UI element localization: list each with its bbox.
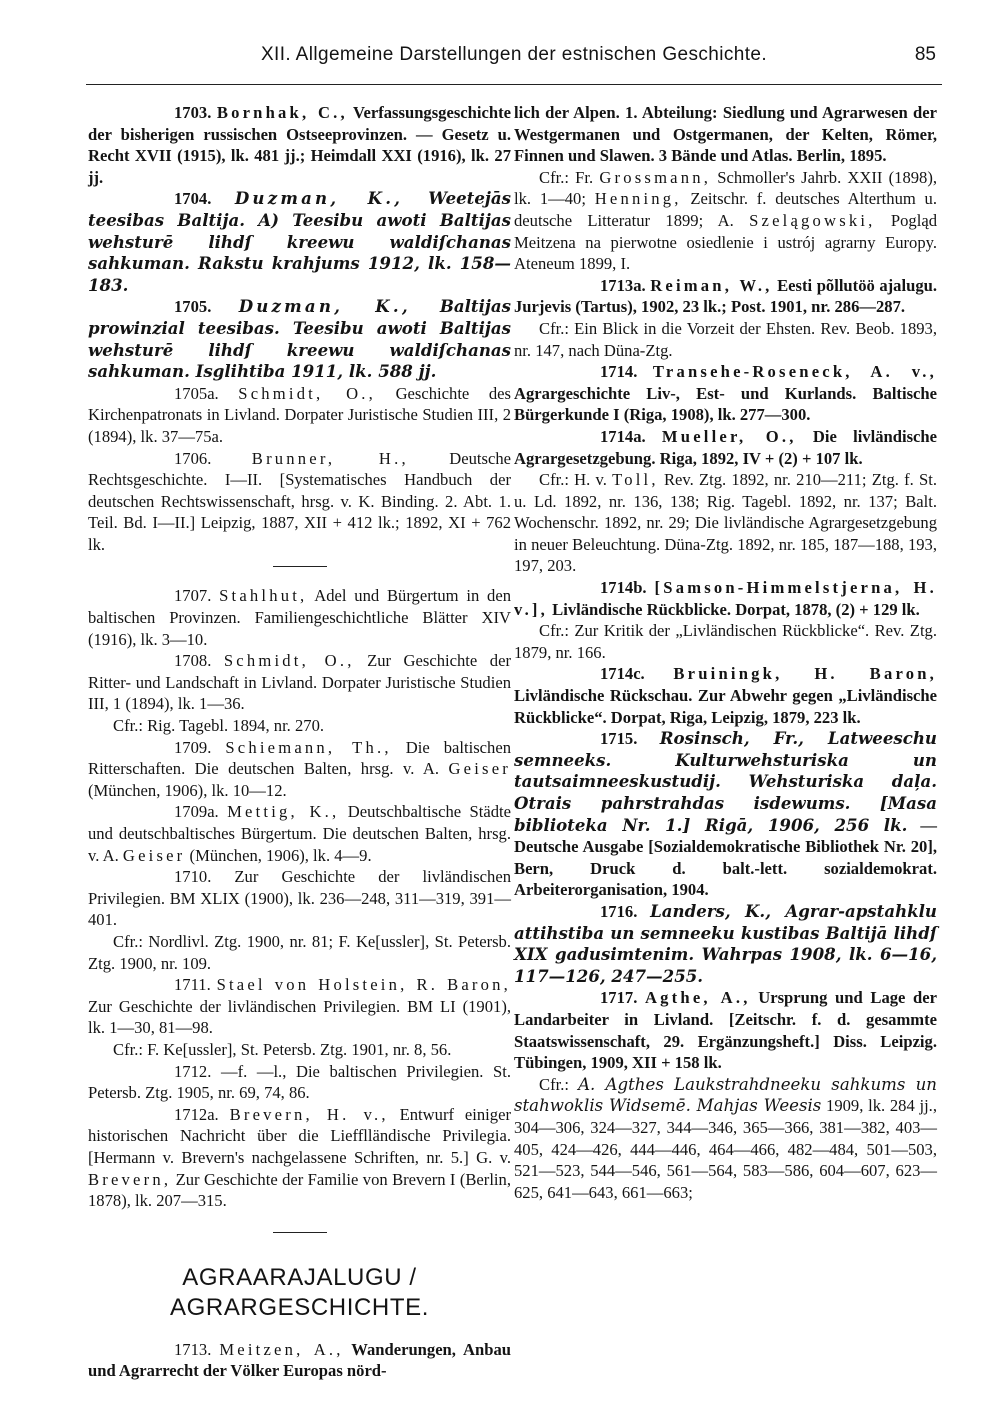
entry-1712	[88, 1061, 511, 1104]
entry-author: Bruiningk, H. Baron,	[673, 664, 937, 684]
entry-number: 1705.	[174, 297, 212, 317]
entry-author: Agthe, A.,	[645, 988, 751, 1008]
entry-author: Reiman, W.,	[650, 275, 773, 295]
entry-author: Schmidt, O.,	[238, 383, 376, 403]
entry-1717	[514, 987, 937, 1073]
entry-author: Stael von Holstein, R. Baron,	[216, 975, 511, 995]
entry-1705a	[88, 383, 511, 448]
entry-1713a	[514, 275, 937, 318]
cfr-fraktur-text: A. Agthes Laukstrahdneeku sahkums un stahwoklis Widsemē. Mahjas Weesis	[514, 1074, 937, 1116]
entry-number: 1709.	[174, 737, 212, 757]
entry-1711-cfr: Cfr.: F. Ke[ussler], St. Petersb. Ztg. 1901, nr. 8, 56.	[113, 1039, 452, 1059]
entry-text: Livländische Rückblicke. Dorpat, 1878, (2) + 129 lk.	[548, 599, 920, 619]
page-number: 85	[914, 44, 936, 65]
entry-author: Schiemann, Th.,	[225, 737, 392, 757]
entry-author: Mettig, K.,	[227, 802, 340, 822]
entry-1706	[88, 448, 511, 556]
entry-number: 1707.	[174, 586, 212, 606]
entry-text: Geschichte des Kirchenpatronats in Livland. Dorpater Juristische Studien III, 2 (1894), lk. 37—75a.	[88, 383, 511, 446]
entry-text: Livländische Rückschau. Zur Abwehr gegen „Livländische Rückblicke“. Dorpat, Riga, Leipzig, 1879, 223 lk.	[514, 686, 937, 727]
cfr-text: Cfr.:	[539, 1074, 579, 1094]
entry-1713-continued	[514, 102, 937, 167]
entry-author: Meitzen, A.,	[219, 1339, 344, 1359]
entry-author: [Samson-Himmelstjerna, H. v.],	[514, 578, 937, 619]
entry-fraktur-text: Rosinsch, Fr., Latweeschu semneeks. Kulturwehsturiska un tautsaimneeskustudij. Wehsturiska daļa. Otrais pahrstrahdas isdewums. [Masa biblioteka Nr. 1.] Rigā, 1906, 256 lk.	[514, 728, 937, 835]
entry-number: 1709a.	[174, 802, 219, 822]
entry-text: Zur Geschichte der livländischen Privilegien. BM XLIX (1900), lk. 236—248, 311—319, 391—401.	[88, 867, 511, 930]
entry-text: Zur Geschichte der Ritter- und Landschaft in Livland. Dorpater Juristische Studien III, 1 (1894), lk. 1—36.	[88, 651, 511, 714]
running-header	[86, 34, 942, 85]
entry-number: 1714c.	[600, 664, 645, 684]
entry-text: Adel und Bürgertum in den baltischen Provinzen. Familiengeschichtliche Blätter XIV (1916), lk. 3—10.	[88, 586, 511, 649]
cfr-text: 1909, lk. 284 jj., 304—306, 324—327, 344—346, 365—366, 381—382, 403—405, 424—426, 444—446, 464—466, 482—484, 501—503, 521—523, 544—546, 561—564, 583—586, 604—607, 623—625, 641—643, 661—663;	[514, 1096, 937, 1202]
entry-text: Weetejās teesibas Baltija. A) Teesibu awoti Baltijas wehsturē lihdſ kreewu waldiſchanas sahkuman. Rakstu krahjums 1912, lk. 158—183.	[88, 188, 512, 295]
separator-rule	[273, 1232, 327, 1233]
entry-1709	[88, 737, 511, 802]
entry-number: 1713.	[174, 1339, 212, 1359]
entry-1717-cfr	[514, 1074, 937, 1204]
entry-number: 1716.	[600, 901, 638, 921]
entry-1713-cfr	[514, 167, 937, 275]
entry-text: Die baltischen Ritterschaften. Die deutschen Balten, hrsg. v. A.	[88, 737, 511, 779]
entry-1714a-cfr	[514, 469, 937, 577]
entry-number: 1712.	[174, 1061, 212, 1081]
cfr-text: Cfr.: H. v.	[539, 470, 613, 490]
entry-number: 1711.	[174, 975, 211, 995]
cited-author: Szelągowski,	[749, 210, 876, 230]
entry-text: Deutsche Rechtsgeschichte. I—II. [Systematisches Handbuch der deutschen Rechtswissenschaft, hrsg. v. K. Binding. 2. Abt. 1. Teil. Bd. I—II.] Leipzig, 1887, XII + 412 lk.; 1892, XI + 762 lk.	[88, 448, 511, 554]
entry-1707	[88, 585, 511, 650]
entry-text: Ursprung und Lage der Landarbeiter in Livland. [Zeitschr. f. d. gesammte Staatswissenschaft, 29. Ergänzungsheft.] Diss. Leipzig. Tübingen, 1909, XII + 158 lk.	[514, 988, 938, 1073]
entry-1710	[88, 866, 511, 931]
entry-1712a	[88, 1104, 511, 1212]
entry-number: 1703.	[174, 103, 212, 122]
entry-text: Wanderungen, Anbau und Agrarrecht der Völker Europas nörd-	[88, 1339, 511, 1381]
entry-author: Stahlhut,	[219, 586, 308, 606]
entry-1711	[88, 974, 511, 1039]
entry-number: 1714b.	[600, 578, 647, 598]
cfr-text: Schmoller's Jahrb. XXII (1898), lk. 1—40;	[514, 167, 938, 209]
entry-number: 1704.	[174, 189, 212, 209]
entry-author: Brevern,	[88, 1169, 172, 1189]
entry-text: Baltijas prowinzial teesibas. Teesibu awoti Baltijas wehsturē lihdſ kreewu waldiſchanas sahkuman. Isglihtiba 1911, lk. 588 jj.	[88, 296, 511, 382]
entry-author: Brunner, H.,	[251, 448, 409, 468]
entry-text: — Deutsche Ausgabe [Sozialdemokratische Bibliothek Nr. 20], Bern, Druck d. balt.-lett. sozialdemokrat. Arbeiterorganisation, 1904.	[514, 815, 938, 900]
cfr-text: Zeitschr. f. deutsches Alterthum u. deutsche Litteratur 1899; A.	[514, 189, 937, 230]
entry-1708-cfr: Cfr.: Rig. Tagebl. 1894, nr. 270.	[113, 716, 325, 736]
entry-author: Brevern, H. v.,	[229, 1104, 389, 1124]
editor-name: Geiser	[448, 759, 511, 779]
entry-text: (München, 1906), lk. 4—9.	[185, 845, 372, 865]
left-column	[88, 102, 511, 1382]
entry-number: 1710.	[174, 867, 212, 887]
entry-number: 1714.	[600, 362, 638, 382]
cited-author: Toll,	[612, 470, 659, 490]
entry-text: Zur Geschichte der Familie von Brevern I (Berlin, 1878), lk. 207—315.	[88, 1169, 511, 1211]
entry-number: 1715.	[600, 729, 638, 749]
entry-fraktur-text: Landers, K., Agrar-apstahklu attihstiba un semneeku kustibas Baltijā lihdſ XIX gadusimtenim. Wahrpas 1908, lk. 6—16, 117—126, 247—255.	[514, 900, 937, 986]
entry-1713	[88, 1339, 511, 1382]
cited-author: Henning,	[594, 189, 682, 209]
chapter-title: XII. Allgemeine Darstellungen der estnischen Geschichte.	[260, 44, 768, 65]
cfr-text: Cfr.: Fr.	[539, 167, 600, 187]
entry-1714b-cfr: Cfr.: Zur Kritik der „Livländischen Rückblicke“. Rev. Ztg. 1879, nr. 166.	[514, 621, 937, 662]
cfr-text: Rev. Ztg. 1892, nr. 210—211; Ztg. f. St. u. Ld. 1892, nr. 136, 138; Rig. Tagebl. 1892, nr. 137; Balt. Wochenschr. 1892, nr. 29; Die livländische Agrargesetzgebung in neuer Beleuchtung. Düna-Ztg. 1892, nr. 185, 187—188, 193, 197, 203.	[514, 470, 937, 576]
entry-number: 1713a.	[600, 275, 646, 295]
entry-1704	[88, 188, 511, 296]
entry-1708	[88, 650, 511, 715]
entry-text: Die livländische Agrargesetzgebung. Riga, 1892, IV + (2) + 107 lk.	[514, 426, 937, 468]
entry-author: Bornhak, C.,	[216, 103, 348, 122]
right-column	[514, 102, 937, 1203]
entry-author: Schmidt, O.,	[223, 651, 355, 671]
entry-text: Agrargeschichte Liv-, Est- und Kurlands. Baltische Bürgerkunde I (Riga, 1908), lk. 277—300.	[514, 383, 937, 425]
entry-1714a	[514, 426, 937, 469]
entry-text: Eesti põllutöö ajalugu. Jurjevis (Tartus), 1902, 23 lk.; Post. 1901, nr. 286—287.	[514, 275, 937, 317]
entry-text: (München, 1906), lk. 10—12.	[88, 780, 287, 800]
entry-author: Duzman, K.,	[234, 188, 404, 209]
entry-1715	[514, 728, 937, 901]
cfr-text: Pogląd Meitzena na pierwotne osiedlenie i ustrój agrarny Europy. Ateneum 1899, I.	[514, 210, 937, 274]
entry-number: 1717.	[600, 988, 638, 1008]
entry-text: lich der Alpen. 1. Abteilung: Siedlung und Agrarwesen der Westgermanen und Ostgermanen, der Kelten, Römer, Finnen und Slawen. 3 Bände und Atlas. Berlin, 1895.	[514, 103, 937, 166]
entry-1710-cfr: Cfr.: Nordlivl. Ztg. 1900, nr. 81; F. Ke[ussler], St. Petersb. Ztg. 1900, nr. 109.	[88, 931, 511, 973]
entry-author: Duzman, K.,	[238, 296, 411, 317]
entry-text: Deutschbaltische Städte und deutschbaltisches Bürgertum. Die deutschen Balten, hrsg. v. A.	[88, 802, 511, 865]
entry-text: Entwurf einiger historischen Nachricht über die Liefflländische Privilegia. [Hermann v. Brevern's nachgelassene Schriften, nr. 5.] G. v.	[88, 1104, 511, 1167]
entry-1714c	[514, 663, 937, 728]
entry-number: 1708.	[174, 651, 212, 671]
entry-1716	[514, 901, 937, 987]
entry-number: 1706.	[174, 448, 212, 468]
entry-1713a-cfr: Cfr.: Ein Blick in die Vorzeit der Ehsten. Rev. Beob. 1893, nr. 147, nach Düna-Ztg.	[514, 318, 937, 360]
entry-author: Transehe-Roseneck, A. v.,	[652, 362, 937, 382]
entry-1714b	[514, 577, 937, 620]
cited-author: Grossmann,	[599, 167, 712, 187]
entry-1703	[88, 102, 511, 188]
entry-1705	[88, 296, 511, 382]
entry-1714	[514, 361, 937, 426]
section-heading: AGRAARAJALUGU / AGRARGESCHICHTE.	[170, 1263, 429, 1321]
entry-author: Mueller, O.,	[661, 426, 797, 446]
editor-name: Geiser	[122, 845, 186, 865]
entry-text: —f. —l., Die baltischen Privilegien. St. Petersb. Ztg. 1905, nr. 69, 74, 86.	[88, 1061, 511, 1103]
entry-number: 1714a.	[600, 426, 646, 446]
separator-rule	[273, 566, 327, 567]
entry-text: Zur Geschichte der livländischen Privilegien. BM LI (1901), lk. 1—30, 81—98.	[88, 996, 511, 1038]
entry-number: 1712a.	[174, 1104, 219, 1124]
entry-text: Verfassungsgeschichte der bisherigen russischen Ostseeprovinzen. — Gesetz u. Recht XVII (1915), lk. 481 jj.; Heimdall XXI (1916), lk. 27 jj.	[88, 103, 511, 187]
entry-number: 1705a.	[174, 383, 219, 403]
entry-1709a	[88, 801, 511, 866]
